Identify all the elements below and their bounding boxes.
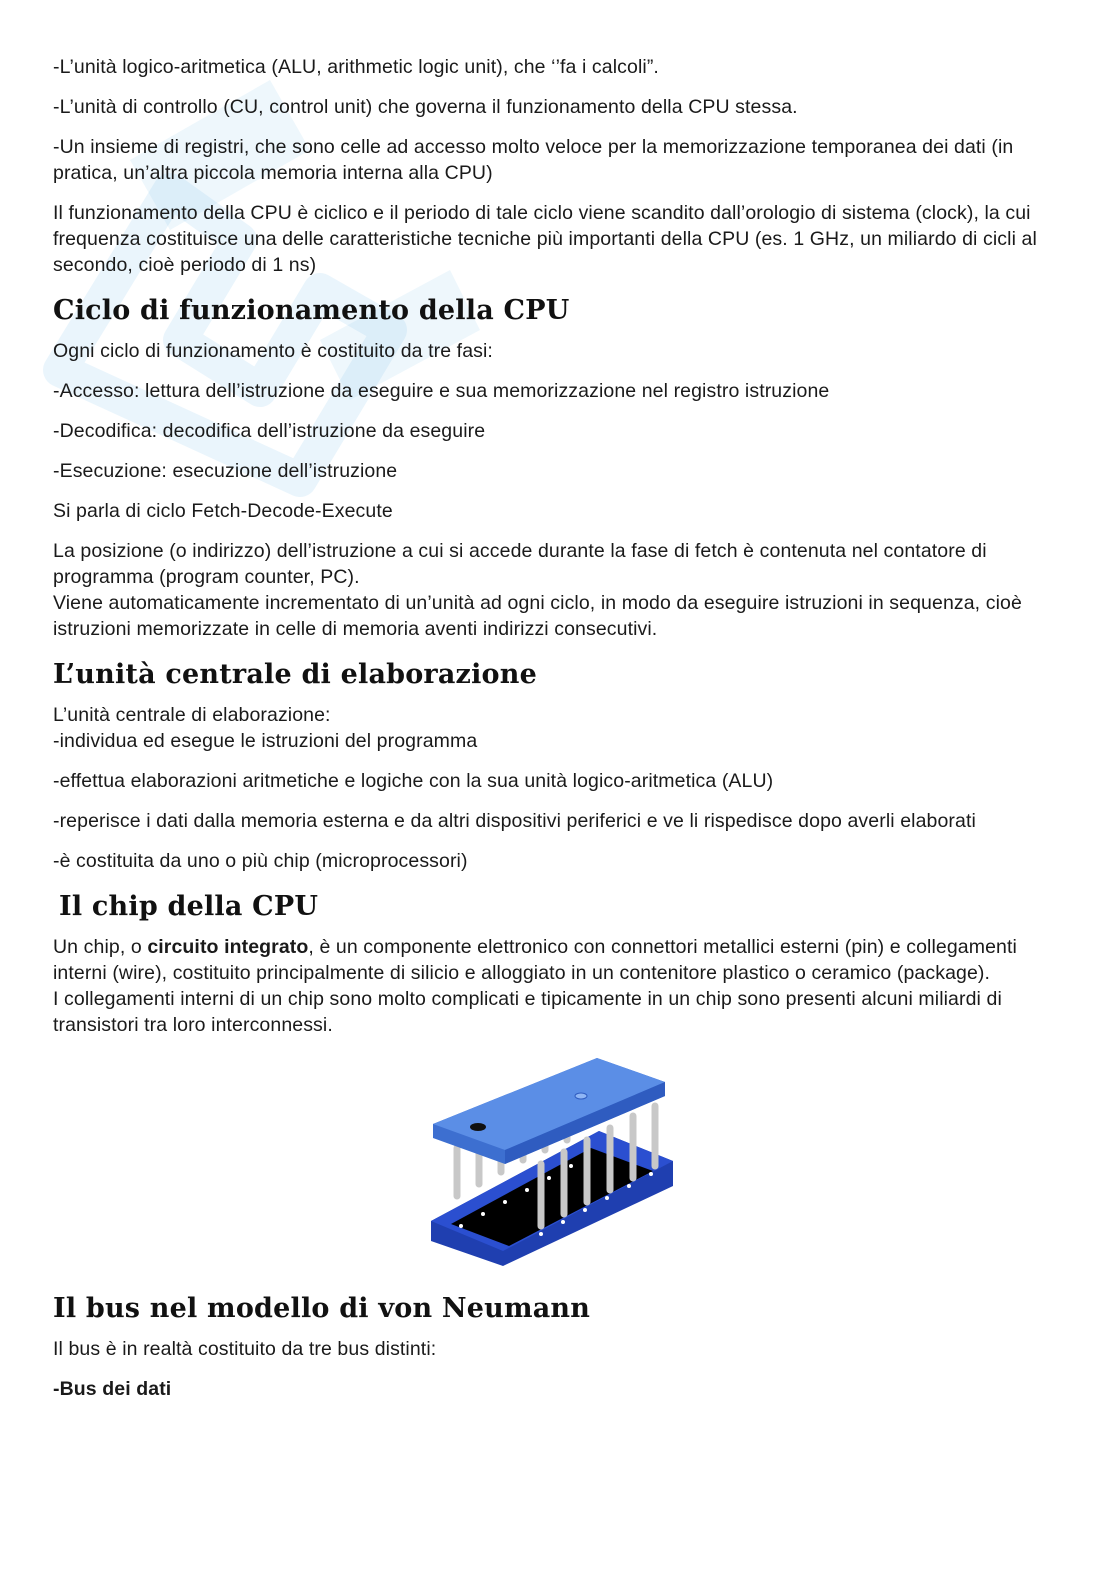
- list-item-central-1: -individua ed esegue le istruzioni del programma: [53, 730, 478, 752]
- paragraph-chip-connections: I collegamenti interni di un chip sono molto complicati e tipicamente in un chip sono presenti alcuni miliardi di transistori tra loro interconnessi.: [53, 988, 1002, 1036]
- paragraph-clock: Il funzionamento della CPU è ciclico e il periodo di tale ciclo viene scandito dall’orologio di sistema (clock), la cui frequenza costituisce una delle caratteristiche tecniche più importanti della CPU (es. 1 GHz, un miliardo di cicli al secondo, cioè periodo di 1 ns): [53, 202, 1037, 276]
- list-item-decode: -Decodifica: decodifica dell’istruzione da eseguire: [53, 420, 486, 442]
- list-item-access: -Accesso: lettura dell’istruzione da eseguire e sua memorizzazione nel registro istruzione: [53, 380, 830, 402]
- list-item-execute: -Esecuzione: esecuzione dell’istruzione: [53, 460, 398, 482]
- data-bus-label: -Bus dei dati: [53, 1378, 172, 1400]
- paragraph-increment: Viene automaticamente incrementato di un’unità ad ogni ciclo, in modo da eseguire istruzioni in sequenza, cioè istruzioni memorizzate in celle di memoria aventi indirizzi consecutivi.: [53, 592, 1022, 640]
- list-item-central-2: -effettua elaborazioni aritmetiche e logiche con la sua unità logico-aritmetica (ALU): [53, 770, 774, 792]
- chip-term-bold: circuito integrato: [147, 936, 309, 958]
- chip-text-after: , è un componente elettronico con connettori metallici esterni (pin) e collegamenti interni (wire), costituito principalmente di silicio e alloggiato in un contenitore plastico o ceramico (package).: [53, 936, 1017, 984]
- document-page: [53, 54, 1053, 1402]
- heading-cpu-chip: Il chip della CPU: [59, 891, 319, 922]
- chip-figure: [53, 1056, 1053, 1276]
- paragraph-cu: -L’unità di controllo (CU, control unit) che governa il funzionamento della CPU stessa.: [53, 96, 798, 118]
- paragraph-chip-definition: [53, 934, 1053, 986]
- paragraph-fetch: Si parla di ciclo Fetch-Decode-Execute: [53, 500, 393, 522]
- paragraph-central-intro: L’unità centrale di elaborazione:: [53, 704, 331, 726]
- paragraph-cycle-intro: Ogni ciclo di funzionamento è costituito da tre fasi:: [53, 340, 493, 362]
- paragraph-alu: -L’unità logico-aritmetica (ALU, arithmetic logic unit), che ‘’fa i calcoli”.: [53, 56, 659, 78]
- chip-text-before: Un chip, o: [53, 936, 148, 958]
- heading-bus: Il bus nel modello di von Neumann: [53, 1293, 591, 1324]
- heading-central-unit: L’unità centrale di elaborazione: [53, 659, 537, 690]
- list-item-central-3: -reperisce i dati dalla memoria esterna e da altri dispositivi periferici e ve li rispedisce dopo averli elaborati: [53, 810, 976, 832]
- list-item-central-4: -è costituita da uno o più chip (microprocessori): [53, 850, 468, 872]
- paragraph-registers: -Un insieme di registri, che sono celle ad accesso molto veloce per la memorizzazione temporanea dei dati (in pratica, un’altra piccola memoria interna alla CPU): [53, 136, 1014, 184]
- heading-cpu-cycle: Ciclo di funzionamento della CPU: [53, 295, 570, 326]
- list-item-data-bus: [53, 1376, 1053, 1402]
- paragraph-bus-intro: Il bus è in realtà costituito da tre bus distinti:: [53, 1338, 437, 1360]
- paragraph-position: La posizione (o indirizzo) dell’istruzione a cui si accede durante la fase di fetch è contenuta nel contatore di programma (program counter, PC).: [53, 540, 987, 588]
- integrated-circuit-icon: [421, 1056, 691, 1266]
